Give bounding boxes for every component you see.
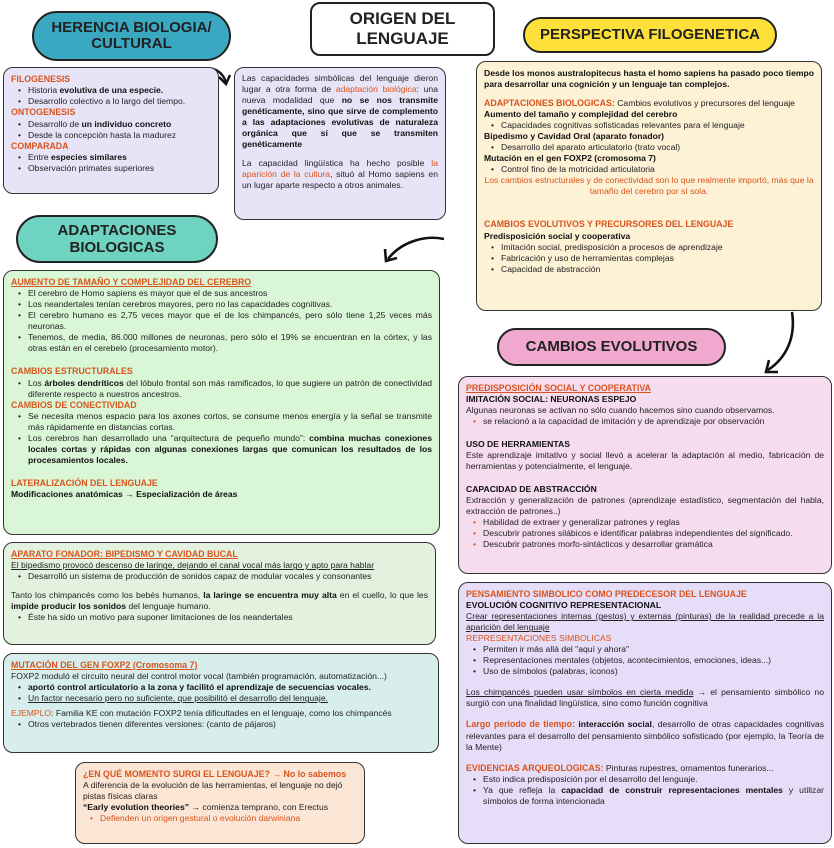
- perspectiva-box: [476, 61, 822, 311]
- foxp2-item-2: • Un factor necesario pero no suficiente, que posibilitó el desarrollo del lenguaje.: [11, 693, 431, 704]
- perspectiva-predis-item-3: • Capacidad de abstracción: [484, 264, 814, 275]
- title-origen: [310, 2, 495, 56]
- capacidades-box: [234, 67, 446, 220]
- imitacion-text: Algunas neuronas se activan no sólo cuando hacemos sino cuando observamos.: [466, 405, 775, 416]
- abstraccion-item-3: • Descubrir patrones morfo-sintácticos y desarrollar gramática: [466, 539, 824, 550]
- imitacion-heading: IMITACIÓN SOCIAL: NEURONAS ESPEJO: [466, 394, 637, 405]
- chimpances-text: Los chimpancés pueden usar símbolos en cierta medida → el pensamiento simbólico no surgió con una finalidad lingüística, sino como función cognitiva: [466, 687, 824, 709]
- perspectiva-mutacion-item: • Control fino de la motricidad articulatoria: [484, 164, 814, 175]
- perspectiva-predisposicion: Predisposición social y cooperativa: [484, 230, 631, 241]
- foxp2-item-1: • aportó control articulatorio a la zona y facilitó el aprendizaje de secuencias vocales.: [11, 682, 431, 693]
- foxp2-heading: MUTACIÓN DEL GEN FOXP2 (Cromosoma 7): [11, 660, 198, 670]
- estructurales-heading: CAMBIOS ESTRUCTURALES: [11, 366, 133, 377]
- title-perspectiva: [523, 17, 777, 53]
- aumento-heading: AUMENTO DE TAMAÑO Y COMPLEJIDAD DEL CEREBRO: [11, 277, 252, 287]
- capacidades-paragraph-2: La capacidad lingüística ha hecho posible la aparición de la cultura, situó al Homo sapiens en un lugar aparte respecto a otros animales.: [242, 158, 438, 190]
- arrow-perspectiva-to-cambios: [752, 308, 802, 378]
- imitacion-item: • se relacionó a la capacidad de imitación y de aprendizaje por observación: [466, 416, 824, 427]
- fonador-item-2: • Éste ha sido un motivo para suponer limitaciones de los neandertales: [11, 612, 428, 623]
- aumento-item-1: • El cerebro de Homo sapiens es mayor que el de sus ancestros: [11, 288, 432, 299]
- ontogenesis-item-2: • Desde la concepción hasta la madurez: [11, 130, 211, 141]
- title-herencia: [32, 11, 231, 61]
- surgi-box: [75, 762, 365, 844]
- representaciones-item-1: • Permiten ir más allá del "aquí y ahora": [466, 644, 824, 655]
- perspectiva-cambios-heading: CAMBIOS EVOLUTIVOS Y PRECURSORES DEL LENGUAJE: [484, 219, 734, 230]
- crear-text: Crear representaciones internas (gestos) y externas (pinturas) de la realidad precede a la aparición del lenguaje: [466, 611, 824, 633]
- surgi-early: “Early evolution theories” → comienza temprano, con Erectus: [83, 802, 329, 813]
- pensamiento-heading: PENSAMIENTO SIMBOLICO COMO PREDECESOR DEL LENGUAJE: [466, 589, 747, 599]
- aumento-item-2: • Los neandertales tenían cerebros mayores, pero no las capacidades cognitivas.: [11, 299, 432, 310]
- conectividad-item-2: • Los cerebros han desarrollado una “arquitectura de pequeño mundo”: combina muchas conexiones locales cortas y rápidas con algunas conexiones largas que comunican los resultados de los procesamientos locales.: [11, 433, 432, 466]
- title-adaptaciones: [16, 215, 218, 263]
- abstraccion-item-2: • Descubrir patrones silábicos e identificar palabras independientes del significado.: [466, 528, 824, 539]
- title-adaptaciones-text: ADAPTACIONES BIOLOGICAS: [57, 221, 177, 256]
- ontogenesis-item-1: • Desarrollo de un individuo concreto: [11, 119, 211, 130]
- surgi-item-1: • Defienden un origen gestural o evolución darwiniana: [83, 813, 357, 824]
- abstraccion-item-1: • Habilidad de extraer y generalizar patrones y reglas: [466, 517, 824, 528]
- cerebro-box: [3, 270, 440, 535]
- conectividad-item-1: • Se necesita menos espacio para los axones cortos, se consume menos energía y la señal se transmite más rápidamente en distancias cortas.: [11, 411, 432, 433]
- herramientas-heading: USO DE HERRAMIENTAS: [466, 439, 570, 450]
- title-herencia-text: HERENCIA BIOLOGIA/ CULTURAL: [51, 18, 212, 52]
- ontogenesis-heading: ONTOGENESIS: [11, 107, 76, 118]
- comparada-heading: COMPARADA: [11, 140, 69, 151]
- title-cambios: [497, 328, 726, 366]
- surgi-paragraph: A diferencia de la evolución de las herramientas, el lenguaje no dejó pistas físicas claras: [83, 780, 343, 802]
- fonador-line-1: El bipedismo provocó descenso de laringe, dejando el canal vocal más largo y apto para hablar: [11, 560, 375, 571]
- evidencias-line: EVIDENCIAS ARQUEOLOGICAS: Pinturas rupestres, ornamentos funerarios...: [466, 762, 774, 773]
- evolucion-heading: EVOLUCIÓN COGNITIVO REPRESENTACIONAL: [466, 600, 662, 611]
- representaciones-item-3: • Uso de símbolos (palabras, iconos): [466, 666, 824, 677]
- abstraccion-text: Extracción y generalización de patrones (aprendizaje estadístico, segmentación del habla, extracción de patrones..): [466, 495, 824, 517]
- perspectiva-aumento-item: • Capacidades cognitivas sofisticadas relevantes para el lenguaje: [484, 120, 814, 131]
- foxp2-item-3: • Otros vertebrados tienen diferentes versiones: (canto de pájaros): [11, 719, 431, 730]
- lateralizacion-heading: LATERALIZACIÓN DEL LENGUAJE: [11, 477, 158, 488]
- estructurales-item-1: • Los árboles dendríticos del lóbulo frontal son más ramificados, lo que sugiere un patrón de conectividad diferente respecto a nuestros ancestros.: [11, 378, 432, 400]
- comparada-item-2: • Observación primates superiores: [11, 163, 211, 174]
- herencia-box: [3, 67, 219, 194]
- title-perspectiva-text: PERSPECTIVA FILOGENETICA: [539, 26, 761, 44]
- herramientas-text: Este aprendizaje imitativo y social llevó a acelerar la adaptación al medio, fabricación de herramientas y potencialmente, el lenguaje.: [466, 450, 824, 472]
- pensamiento-box: [458, 582, 832, 844]
- largo-periodo-text: Largo periodo de tiempo: interacción social, desarrollo de otras capacidades cognitivas relevantes para el desarrollo del pensamiento simbólico sofisticado (por ejemplo, la Teoría de la Mente): [466, 719, 824, 752]
- predisposicion-heading: PREDISPOSICIÓN SOCIAL Y COOPERATIVA: [466, 383, 651, 393]
- arrow-perspectiva-to-adaptaciones: [378, 233, 448, 269]
- lateralizacion-text: Modificaciones anatómicas → Especialización de áreas: [11, 489, 238, 499]
- predisposicion-box: [458, 376, 832, 574]
- fonador-box: [3, 542, 436, 645]
- abstraccion-heading: CAPACIDAD DE ABSTRACCIÓN: [466, 484, 597, 495]
- title-cambios-text: CAMBIOS EVOLUTIVOS: [525, 338, 698, 356]
- evidencias-item-2: • Ya que refleja la capacidad de construir representaciones mentales y utilizar símbolos de forma intencionada: [466, 785, 824, 807]
- representaciones-item-2: • Representaciones mentales (objetos, acontecimientos, emociones, ideas...): [466, 655, 824, 666]
- perspectiva-aumento: Aumento del tamaño y complejidad del cerebro: [484, 109, 678, 120]
- fonador-paragraph: Tanto los chimpancés como los bebés humanos, la laringe se encuentra muy alta en el cuello, lo que les impide producir los sonidos del lenguaje humano.: [11, 590, 429, 612]
- conectividad-heading: CAMBIOS DE CONECTIVIDAD: [11, 399, 137, 410]
- title-origen-text: ORIGEN DEL LENGUAJE: [349, 9, 456, 48]
- filogenesis-heading: FILOGENESIS: [11, 74, 71, 84]
- filogenesis-item-1: • Historia evolutiva de una especie.: [11, 85, 211, 96]
- evidencias-item-1: • Esto indica predisposición por el desarrollo del lenguaje.: [466, 774, 824, 785]
- perspectiva-adaptaciones-line: ADAPTACIONES BIOLOGICAS: Cambios evolutivos y precursores del lenguaje: [484, 98, 795, 108]
- perspectiva-predis-item-2: • Fabricación y uso de herramientas complejas: [484, 253, 814, 264]
- foxp2-ejemplo: EJEMPLO: Familia KE con mutación FOXP2 tenía dificultades en el lenguaje, como los chimpancés: [11, 708, 392, 719]
- foxp2-box: [3, 653, 439, 753]
- perspectiva-bipedismo: Bipedismo y Cavidad Oral (aparato fonador): [484, 131, 665, 142]
- aumento-item-4: • Tenemos, de media, 86.000 millones de neuronas, pero sólo el 19% se encuentran en la córtex, y las otras están en el cerebelo (procesamiento motor).: [11, 332, 432, 354]
- filogenesis-item-2: • Desarrollo colectivo a lo largo del tiempo.: [11, 96, 211, 107]
- foxp2-line-1: FOXP2 moduló el circuito neural del control motor vocal (también programación, automatización...): [11, 671, 387, 682]
- capacidades-paragraph-1: Las capacidades simbólicas del lenguaje dieron lugar a otra forma de adaptación biológica: una nueva modalidad que no se nos transmite genéticamente, sino que sirve de complemento a las adaptaciones evolutivas de naturaleza orgánica que sí que se transmiten genéticamente: [242, 73, 438, 149]
- perspectiva-nota: Los cambios estructurales y de conectividad son lo que realmente importó, más que la tamaño del cerebro por sí sola.: [484, 175, 814, 197]
- comparada-item-1: • Entre especies similares: [11, 152, 211, 163]
- perspectiva-mutacion: Mutación en el gen FOXP2 (cromosoma 7): [484, 153, 656, 164]
- fonador-item-1: • Desarrolló un sistema de producción de sonidos capaz de modular vocales y consonantes: [11, 571, 428, 582]
- perspectiva-bipedismo-item: • Desarrollo del aparato articulatorio (trato vocal): [484, 142, 814, 153]
- perspectiva-predis-item-1: • Imitación social, predisposición a procesos de aprendizaje: [484, 242, 814, 253]
- perspectiva-intro: Desde los monos australopitecus hasta el homo sapiens ha pasado poco tiempo para desarrollar una cognición y un lenguaje tan complejos.: [484, 68, 814, 89]
- representaciones-heading: REPRESENTACIONES SIMBOLICAS: [466, 633, 612, 644]
- fonador-heading: APARATO FONADOR: BIPEDISMO Y CAVIDAD BUCAL: [11, 549, 238, 559]
- aumento-item-3: • El cerebro humano es 2,75 veces mayor que el de los chimpancés, pero sólo tiene 1,25 veces más neuronas.: [11, 310, 432, 332]
- surgi-heading: ¿EN QUÉ MOMENTO SURGI EL LENGUAJE? → No lo sabemos: [83, 769, 347, 779]
